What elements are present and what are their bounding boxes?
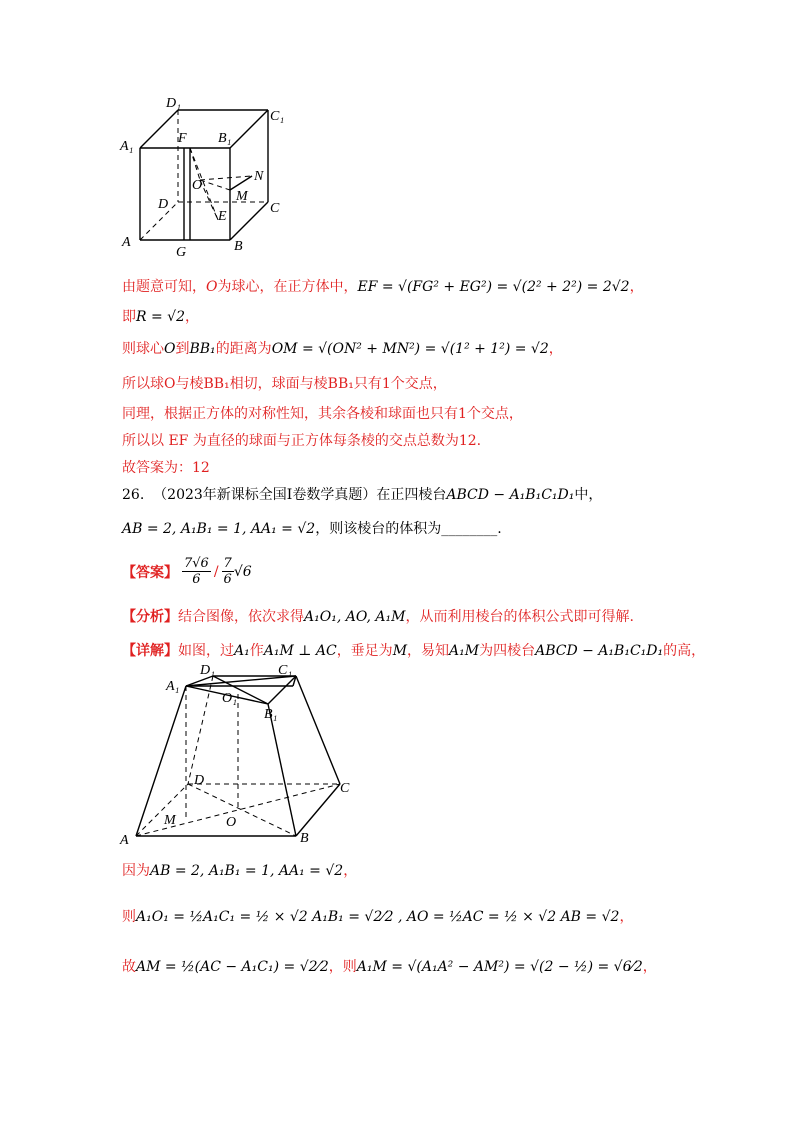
label-O: O <box>226 815 237 830</box>
label-F: F <box>178 131 187 146</box>
cube-figure <box>118 92 298 267</box>
problem26-given: AB = 2, A₁B₁ = 1, AA₁ = √2，则该棱台的体积为________. <box>122 521 502 537</box>
label-C: C <box>340 781 350 796</box>
solution2-line1: 因为AB = 2, A₁B₁ = 1, AA₁ = √2， <box>122 863 358 879</box>
label-D1: D₁ <box>200 663 215 678</box>
label-O1: O₁ <box>222 691 237 706</box>
label-O: O <box>192 178 203 193</box>
solution1-line2: 即R = √2， <box>122 309 199 325</box>
solution1-line3: 则球心O到BB₁的距离为OM = √(ON² + MN²) = √(1² + 1²) = √2， <box>122 341 563 357</box>
detail-line: 【详解】如图，过A₁作A₁M ⊥ AC，垂足为M，易知A₁M为四棱台ABCD − A₁B₁C₁D₁的高， <box>122 643 706 659</box>
frustum-figure <box>118 660 358 850</box>
label-A: A <box>120 833 129 848</box>
solution1-line1: 由题意可知，O为球心，在正方体中，EF = √(FG² + EG²) = √(2² + 2²) = 2√2， <box>122 279 644 295</box>
solution2-line2: 则A₁O₁ = ½A₁C₁ = ½ × √2 A₁B₁ = √2⁄2 , AO = ½AC = ½ × √2 AB = √2， <box>122 909 634 925</box>
label-E: E <box>218 209 227 224</box>
label-C1: C₁ <box>278 663 293 678</box>
label-C: C <box>270 201 280 216</box>
label-D1: D₁ <box>166 96 181 111</box>
solution1-answer: 故答案为：12 <box>122 460 210 476</box>
label-D: D <box>194 773 205 788</box>
answer-alt-fraction: 7 6 <box>223 556 232 587</box>
label-C1: C₁ <box>270 109 285 124</box>
problem26-statement: 26. （2023年新课标全国Ⅰ卷数学真题）在正四棱台ABCD − A₁B₁C₁D₁中， <box>122 487 603 503</box>
label-M: M <box>236 189 248 204</box>
answer-line: 【答案】 7√6 6 / 7 6 √6 <box>122 556 252 587</box>
analysis-line: 【分析】结合图像，依次求得A₁O₁, AO, A₁M，从而利用棱台的体积公式即可得解. <box>122 609 634 625</box>
label-B1: B₁ <box>264 707 278 722</box>
label-A1: A₁ <box>120 139 134 154</box>
solution2-line3: 故AM = ½(AC − A₁C₁) = √2⁄2，则A₁M = √(A₁A² − AM²) = √(2 − ½) = √6⁄2， <box>122 959 657 975</box>
solution1-line6: 所以以 EF 为直径的球面与正方体每条棱的交点总数为12. <box>122 433 482 449</box>
label-B: B <box>300 831 309 846</box>
label-G: G <box>176 245 187 260</box>
label-A1: A₁ <box>166 679 180 694</box>
answer-fraction: 7√6 6 <box>184 556 209 587</box>
label-A: A <box>122 235 131 250</box>
label-D: D <box>158 197 169 212</box>
label-B1: B₁ <box>218 131 232 146</box>
solution1-line5: 同理，根据正方体的对称性知，其余各棱和球面也只有1个交点， <box>122 406 523 422</box>
label-M: M <box>164 813 176 828</box>
label-N: N <box>254 169 264 184</box>
label-B: B <box>234 239 243 254</box>
solution1-line4: 所以球O与棱BB₁相切，球面与棱BB₁只有1个交点， <box>122 376 447 392</box>
